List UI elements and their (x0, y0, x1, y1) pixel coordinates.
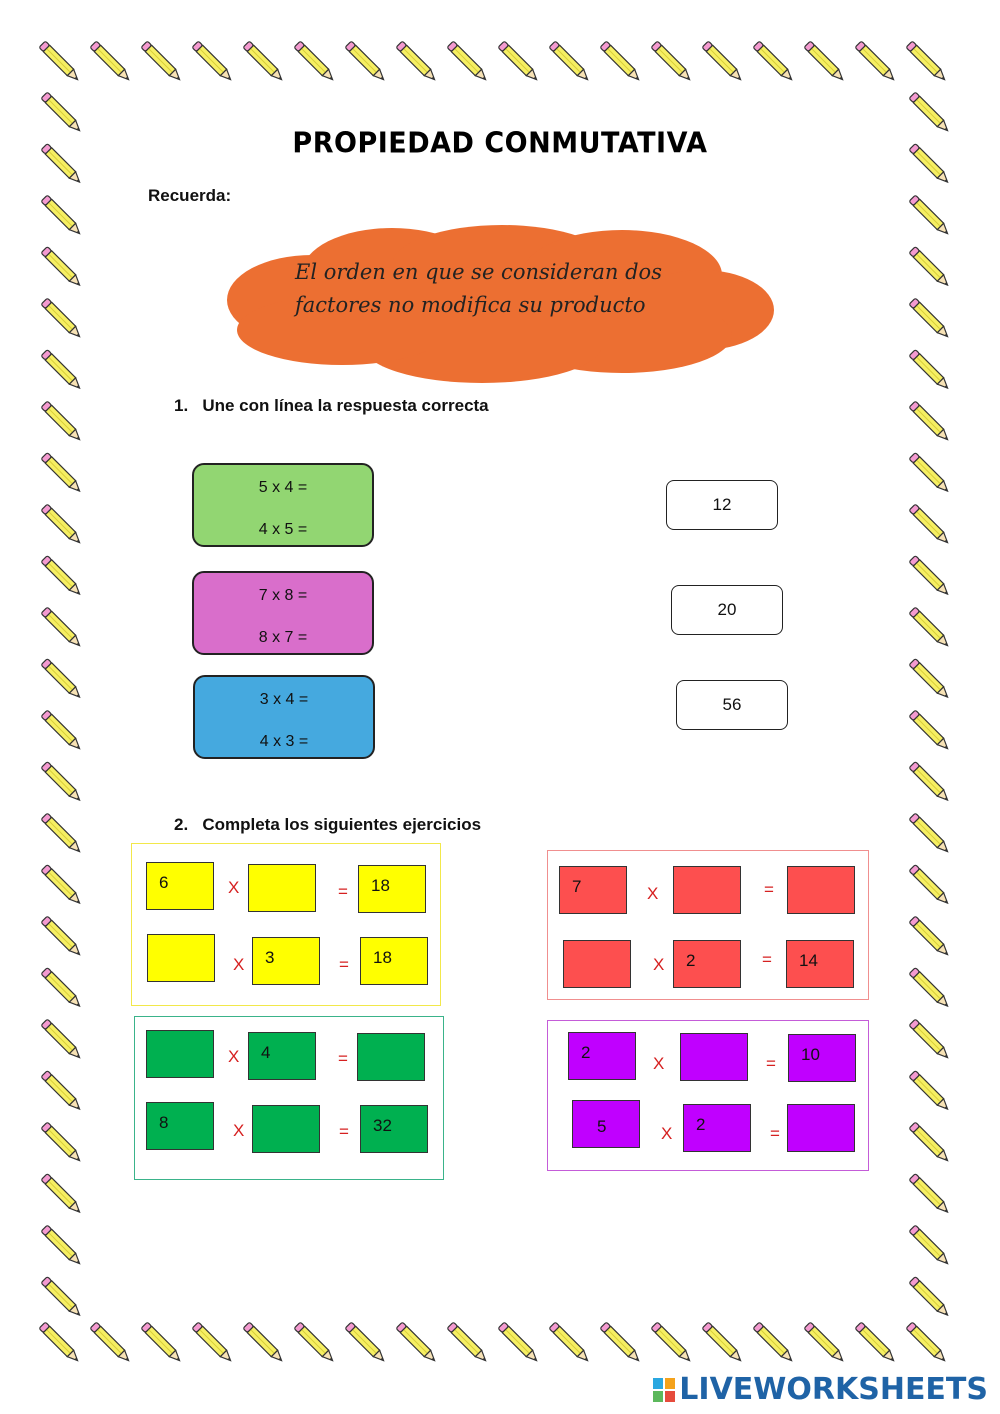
pair-line: 3 x 4 = (259, 691, 309, 708)
pencil-icon (909, 916, 951, 958)
pencil-icon (651, 1322, 693, 1364)
pencil-icon (192, 1322, 234, 1364)
answer-input-cell[interactable] (147, 934, 215, 982)
pencil-icon (600, 1322, 642, 1364)
pencil-icon (447, 41, 489, 83)
pair-line: 4 x 5 = (258, 521, 308, 538)
logo-icon (653, 1378, 675, 1402)
pencil-icon (41, 401, 83, 443)
answer-input-cell[interactable] (248, 864, 316, 912)
pencil-icon (906, 1322, 948, 1364)
pencil-icon (498, 1322, 540, 1364)
pencil-icon (41, 298, 83, 340)
answer-input-cell[interactable] (563, 940, 631, 988)
pencil-icon (498, 41, 540, 83)
pencil-icon (909, 1019, 951, 1061)
pencil-icon (294, 1322, 336, 1364)
equals-sign: = (338, 882, 348, 901)
times-sign: X (233, 955, 245, 974)
pencil-icon (909, 710, 951, 752)
pencil-icon (909, 1174, 951, 1216)
pencil-icon (855, 41, 897, 83)
pencil-icon (909, 762, 951, 804)
answer-box[interactable]: 12 (666, 480, 778, 530)
pencil-icon (909, 607, 951, 649)
number-cell (146, 1102, 214, 1150)
answer-input-cell[interactable] (357, 1033, 425, 1081)
times-sign: X (233, 1121, 245, 1140)
number-cell (788, 1034, 856, 1082)
pencil-icon (909, 504, 951, 546)
number-cell (568, 1032, 636, 1080)
number-cell (360, 937, 428, 985)
number-cell (559, 866, 627, 914)
equals-sign: = (339, 1122, 349, 1141)
answer-input-cell[interactable] (787, 866, 855, 914)
pencil-icon (753, 1322, 795, 1364)
times-sign: X (647, 884, 659, 903)
times-sign: X (661, 1124, 673, 1143)
cell-value: 2 (686, 951, 696, 970)
number-cell (572, 1100, 640, 1148)
times-sign: X (228, 1047, 240, 1066)
times-sign: X (228, 878, 240, 897)
pencil-icon (651, 41, 693, 83)
pencil-icon (141, 1322, 183, 1364)
pencil-icon (909, 813, 951, 855)
pencil-icon (41, 1174, 83, 1216)
cell-value: 6 (159, 873, 169, 892)
pencil-icon (41, 659, 83, 701)
pencil-icon (41, 350, 83, 392)
number-cell (358, 865, 426, 913)
cell-value: 14 (799, 951, 818, 970)
pair-box[interactable] (193, 675, 375, 759)
number-cell (252, 937, 320, 985)
remember-label: Recuerda: (148, 186, 232, 205)
pencil-icon (909, 556, 951, 598)
number-cell (360, 1105, 428, 1153)
pencil-icon (702, 41, 744, 83)
pencil-icon (855, 1322, 897, 1364)
pencil-icon (39, 1322, 81, 1364)
pencil-icon (41, 195, 83, 237)
pencil-icon (600, 41, 642, 83)
pencil-icon (192, 41, 234, 83)
pencil-icon (41, 504, 83, 546)
answer-box[interactable]: 56 (676, 680, 788, 730)
cell-value: 32 (373, 1116, 392, 1135)
pencil-icon (41, 968, 83, 1010)
pencil-icon (909, 968, 951, 1010)
number-cell (248, 1032, 316, 1080)
pencil-icon (396, 1322, 438, 1364)
pencil-icon (294, 41, 336, 83)
section1-heading: 1. Une con línea la respuesta correcta (174, 396, 489, 415)
pencil-icon (41, 453, 83, 495)
pair-box[interactable] (192, 463, 374, 547)
pencil-icon (41, 1225, 83, 1267)
answer-input-cell[interactable] (146, 1030, 214, 1078)
pencil-icon (909, 195, 951, 237)
number-cell (146, 862, 214, 910)
pencil-icon (909, 401, 951, 443)
pencil-icon (804, 1322, 846, 1364)
cell-value: 7 (572, 877, 582, 896)
pencil-icon (549, 41, 591, 83)
equals-sign: = (764, 880, 774, 899)
pencil-icon (41, 1122, 83, 1164)
pencil-icon (345, 1322, 387, 1364)
pencil-icon (909, 247, 951, 289)
pencil-icon (41, 556, 83, 598)
pencil-icon (909, 350, 951, 392)
cell-value: 4 (261, 1043, 271, 1062)
pencil-icon (906, 41, 948, 83)
pencil-icon (345, 41, 387, 83)
times-sign: X (653, 1054, 665, 1073)
pencil-icon (41, 607, 83, 649)
pencil-icon (90, 41, 132, 83)
cell-value: 10 (801, 1045, 820, 1064)
pair-line: 5 x 4 = (258, 479, 308, 496)
answer-input-cell[interactable] (680, 1033, 748, 1081)
pencil-icon (909, 865, 951, 907)
pencil-icon (447, 1322, 489, 1364)
pencil-icon (41, 916, 83, 958)
pencil-icon (396, 41, 438, 83)
pencil-icon (549, 1322, 591, 1364)
pencil-icon (41, 813, 83, 855)
equals-sign: = (338, 1049, 348, 1068)
page-title: PROPIEDAD CONMUTATIVA (292, 127, 708, 160)
cell-value: 18 (373, 948, 392, 967)
equals-sign: = (766, 1054, 776, 1073)
pencil-icon (41, 762, 83, 804)
cell-value: 5 (597, 1117, 607, 1136)
number-cell (683, 1104, 751, 1152)
number-cell (786, 940, 854, 988)
pencil-icon (41, 710, 83, 752)
pencil-icon (909, 1277, 951, 1319)
pencil-icon (909, 659, 951, 701)
answer-input-cell[interactable] (252, 1105, 320, 1153)
pencil-icon (41, 1277, 83, 1319)
answer-box[interactable]: 20 (671, 585, 783, 635)
pencil-icon (141, 41, 183, 83)
pencil-icon (909, 453, 951, 495)
pair-line: 7 x 8 = (258, 587, 308, 604)
pencil-icon (909, 298, 951, 340)
logo-text: LIVEWORKSHEETS (679, 1372, 988, 1407)
cloud-text-line2: factores no modifica su producto (295, 293, 646, 317)
pair-line: 4 x 3 = (259, 733, 309, 750)
cloud-text-line1: El orden en que se consideran dos (295, 260, 662, 284)
pencil-icon (90, 1322, 132, 1364)
pencil-icon (41, 247, 83, 289)
equals-sign: = (339, 955, 349, 974)
cell-value: 3 (265, 948, 275, 967)
equals-sign: = (762, 950, 772, 969)
pencil-icon (39, 41, 81, 83)
cell-value: 18 (371, 876, 390, 895)
number-cell (673, 940, 741, 988)
pencil-icon (909, 1071, 951, 1113)
times-sign: X (653, 955, 665, 974)
cell-value: 2 (696, 1115, 706, 1134)
pencil-icon (909, 1225, 951, 1267)
liveworksheets-logo (653, 1372, 988, 1407)
pencil-icon (243, 1322, 285, 1364)
pair-box[interactable] (192, 571, 374, 655)
pencil-icon (41, 865, 83, 907)
pencil-icon (909, 1122, 951, 1164)
pair-line: 8 x 7 = (258, 629, 308, 646)
pencil-icon (702, 1322, 744, 1364)
pencil-icon (804, 41, 846, 83)
answer-input-cell[interactable] (673, 866, 741, 914)
cell-value: 8 (159, 1113, 169, 1132)
pencil-icon (753, 41, 795, 83)
section2-heading: 2. Completa los siguientes ejercicios (174, 815, 482, 834)
equals-sign: = (770, 1124, 780, 1143)
pencil-icon (41, 1019, 83, 1061)
cell-value: 2 (581, 1043, 591, 1062)
pencil-icon (41, 1071, 83, 1113)
answer-input-cell[interactable] (787, 1104, 855, 1152)
cloud-text (295, 256, 715, 322)
pencil-icon (243, 41, 285, 83)
